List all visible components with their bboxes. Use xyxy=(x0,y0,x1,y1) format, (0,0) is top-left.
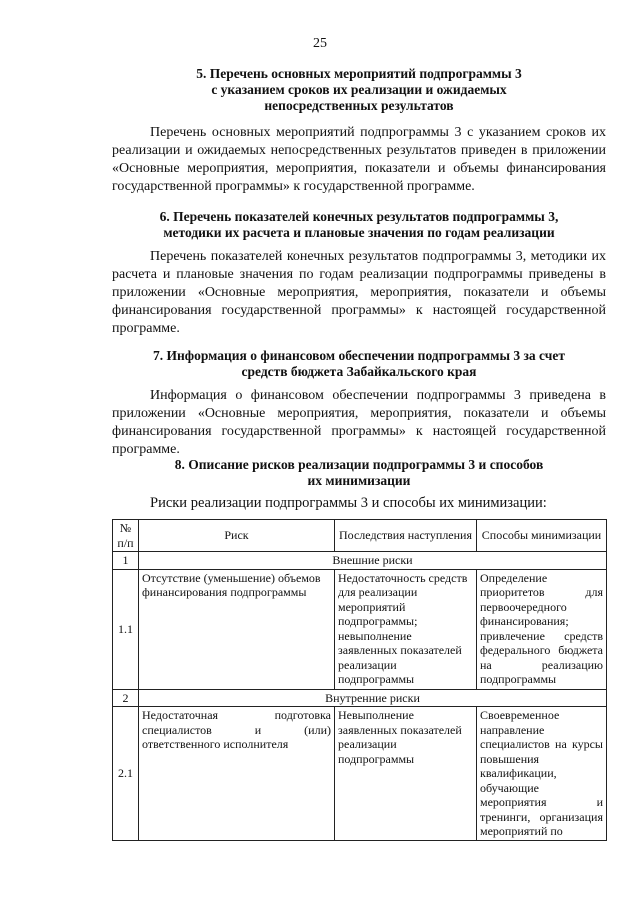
row-risk: Отсутствие (уменьшение) объемов финансирования подпрограммы xyxy=(139,569,335,689)
heading-line: 7. Информация о финансовом обеспечении подпрограммы 3 за счет xyxy=(152,348,566,363)
heading-line: средств бюджета Забайкальского края xyxy=(241,364,477,379)
row-mitigation: Определение приоритетов для первоочередного финансирования; привлечение средств федерального бюджета на реализацию подпрограммы xyxy=(477,569,607,689)
section-6-paragraph: Перечень показателей конечных результатов подпрограммы 3, методики их расчета и плановые значения по годам реализации подпрограммы приведены в приложении «Основные мероприятия, мероприятия, показатели и объемы финансирования государственной программы» к настоящей государственной программе. xyxy=(112,249,606,336)
header-mitigation: Способы минимизации xyxy=(477,520,607,552)
risks-table xyxy=(112,519,607,841)
group-num: 2 xyxy=(113,689,139,707)
table-row xyxy=(113,707,607,841)
row-consequence: Невыполнение заявленных показателей реализации подпрограммы xyxy=(335,707,477,841)
table-group-row xyxy=(113,689,607,707)
heading-line: методики их расчета и плановые значения по годам реализации xyxy=(163,225,555,240)
section-6-heading xyxy=(112,209,606,241)
heading-line: 8. Описание рисков реализации подпрограммы 3 и способов xyxy=(174,457,544,472)
page-number: 25 xyxy=(313,36,327,51)
group-label: Внутренние риски xyxy=(139,689,607,707)
risks-intro: Риски реализации подпрограммы 3 и способы их минимизации: xyxy=(150,495,547,511)
heading-line: их минимизации xyxy=(307,473,411,488)
section-5-paragraph: Перечень основных мероприятий подпрограммы 3 с указанием сроков их реализации и ожидаемых непосредственных результатов приведен в приложении «Основные мероприятия, мероприятия, показатели и объемы финансирования государственной программы» к государственной программе. xyxy=(112,125,606,194)
section-7-heading xyxy=(112,348,606,380)
section-5-heading xyxy=(112,66,606,114)
table-header-row xyxy=(113,520,607,552)
heading-line: с указанием сроков их реализации и ожидаемых xyxy=(211,82,507,97)
row-num: 1.1 xyxy=(113,569,139,689)
section-7-paragraph: Информация о финансовом обеспечении подпрограммы 3 приведена в приложении «Основные мероприятия, мероприятия, показатели и объемы финансирования государственной программы» к настоящей государственной программе. xyxy=(112,388,606,457)
heading-line: 6. Перечень показателей конечных результатов подпрограммы 3, xyxy=(159,209,559,224)
section-8-heading xyxy=(112,457,606,489)
table-row xyxy=(113,569,607,689)
table-group-row xyxy=(113,552,607,570)
row-consequence: Недостаточность средств для реализации мероприятий подпрограммы; невыполнение заявленных показателей реализации подпрограммы xyxy=(335,569,477,689)
row-risk: Недостаточная подготовка специалистов и (или) ответственного исполнителя xyxy=(139,707,335,841)
header-risk: Риск xyxy=(139,520,335,552)
row-num: 2.1 xyxy=(113,707,139,841)
heading-line: 5. Перечень основных мероприятий подпрограммы 3 xyxy=(196,66,522,81)
group-label: Внешние риски xyxy=(139,552,607,570)
heading-line: непосредственных результатов xyxy=(264,98,454,113)
row-mitigation: Своевременное направление специалистов на курсы повышения квалификации, обучающие мероприятия и тренинги, организация мероприятий по xyxy=(477,707,607,841)
header-num: № п/п xyxy=(113,520,139,552)
header-consequence: Последствия наступления xyxy=(335,520,477,552)
group-num: 1 xyxy=(113,552,139,570)
